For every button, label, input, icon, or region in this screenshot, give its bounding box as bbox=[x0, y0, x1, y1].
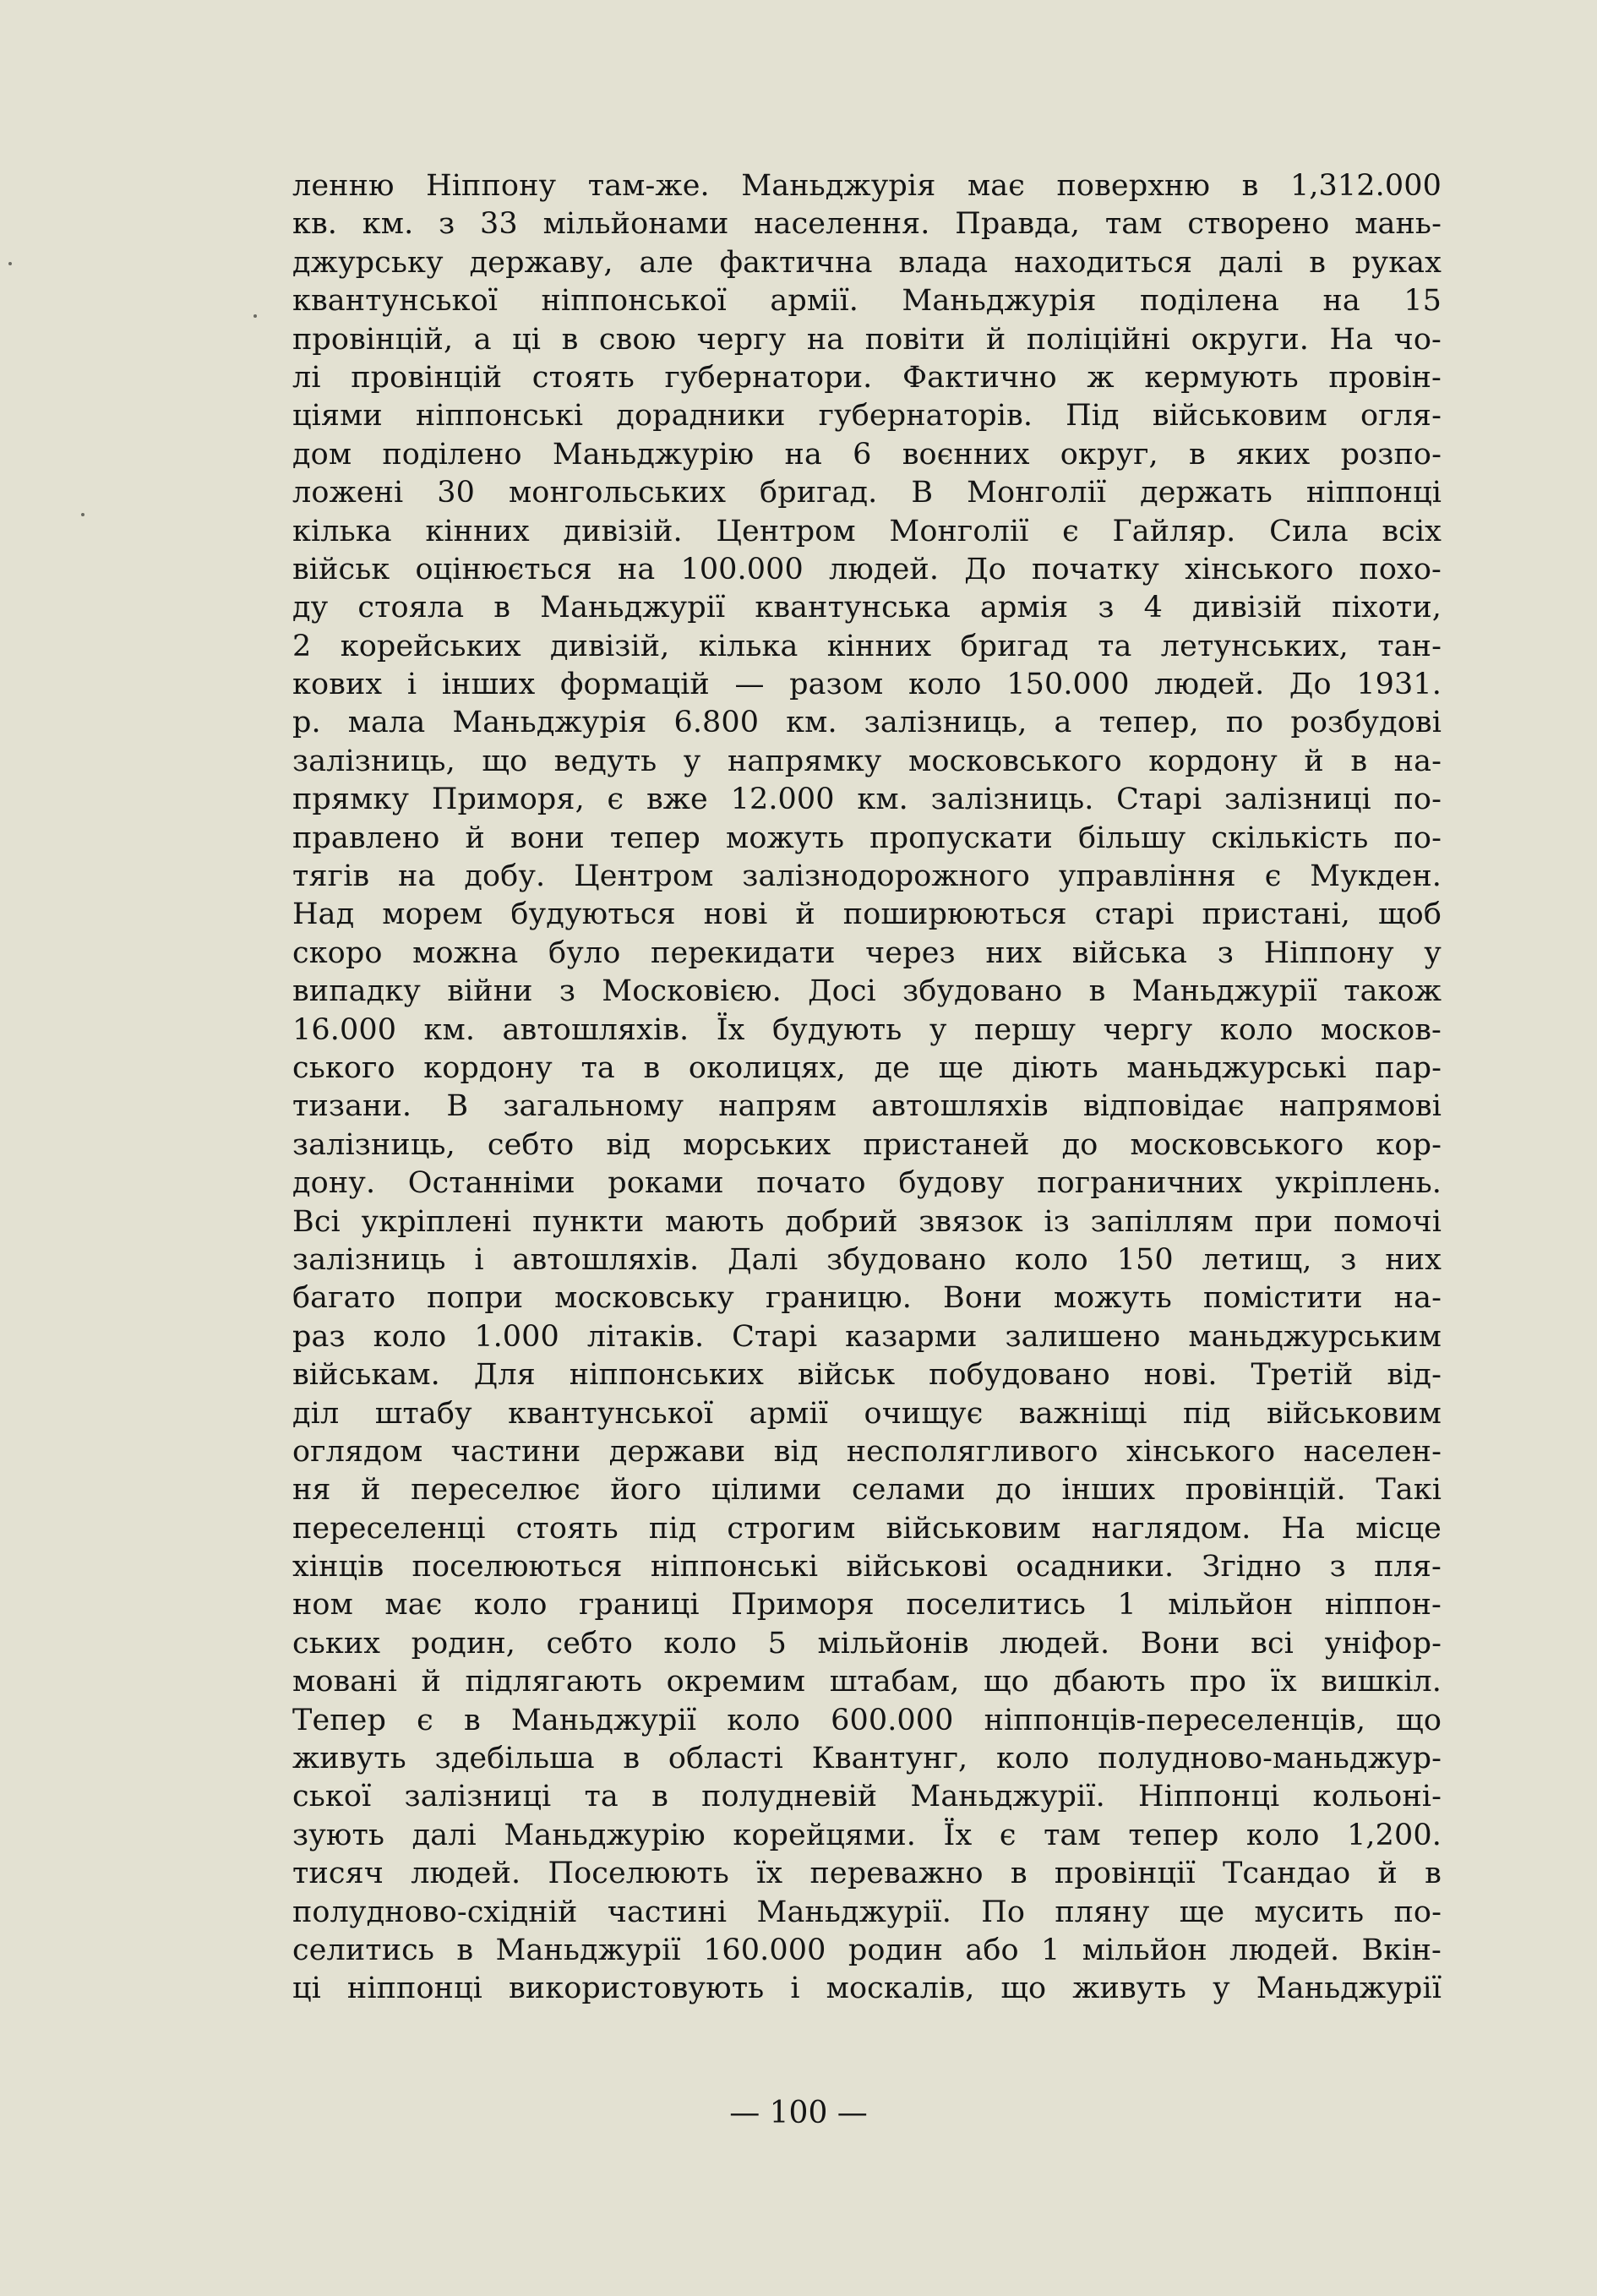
text-line: оглядом частини держави від несполягливого хінського населен- bbox=[292, 1434, 1442, 1469]
text-line: хінців поселюються ніппонські військові осадники. Згідно з пля- bbox=[292, 1550, 1442, 1584]
text-line: залізниць, що ведуть у напрямку московського кордону й в на- bbox=[292, 744, 1442, 778]
text-line: зують далі Маньджурію корейцями. Їх є там тепер коло 1,200. bbox=[292, 1818, 1442, 1852]
text-line: Над морем будуються нові й поширюються старі пристані, щоб bbox=[292, 897, 1442, 932]
text-line: дону. Останніми роками почато будову пограничних укріплень. bbox=[292, 1166, 1442, 1201]
text-line: кових і інших формацій — разом коло 150.000 людей. До 1931. bbox=[292, 668, 1442, 702]
text-line: ложені 30 монгольських бригад. В Монголії держать ніппонці bbox=[292, 476, 1442, 510]
scan-speck bbox=[8, 262, 12, 265]
text-line: ня й переселює його цілими селами до інших провінцій. Такі bbox=[292, 1473, 1442, 1508]
text-line: раз коло 1.000 літаків. Старі казарми залишено маньджурським bbox=[292, 1319, 1442, 1354]
text-line: мовані й підлягають окремим штабам, що дбають про їх вишкіл. bbox=[292, 1665, 1442, 1699]
scan-speck bbox=[253, 314, 257, 318]
text-line: залізниць і автошляхів. Далі збудовано коло 150 летищ, з них bbox=[292, 1242, 1442, 1277]
text-line: правлено й вони тепер можуть пропускати більшу скількість по- bbox=[292, 821, 1442, 855]
text-line: 2 корейських дивізій, кілька кінних бригад та летунських, тан- bbox=[292, 629, 1442, 663]
text-line: випадку війни з Московією. Досі збудовано в Маньджурії також bbox=[292, 974, 1442, 1009]
text-line: ського кордону та в околицях, де ще діють маньджурські пар- bbox=[292, 1050, 1442, 1085]
text-line: діл штабу квантунської армії очищує важніщі під військовим bbox=[292, 1396, 1442, 1431]
text-line: тисяч людей. Поселюють їх переважно в провінції Тсандао й в bbox=[292, 1857, 1442, 1891]
text-line: скоро можна було перекидати через них війська з Ніппону у bbox=[292, 935, 1442, 970]
text-line: військ оцінюється на 100.000 людей. До початку хінського похо- bbox=[292, 552, 1442, 586]
text-line: ленню Ніппону там-же. Маньджурія має поверхню в 1,312.000 bbox=[292, 169, 1442, 203]
text-line: живуть здебільша в області Квантунг, коло полудново-маньджур- bbox=[292, 1742, 1442, 1776]
text-line: квантунської ніппонської армії. Маньджурія поділена на 15 bbox=[292, 284, 1442, 319]
text-line: ці ніппонці використовують і москалів, що живуть у Маньджурії bbox=[292, 1972, 1442, 2006]
text-line: тягів на добу. Центром залізнодорожного управління є Мукден. bbox=[292, 859, 1442, 894]
text-line: тизани. В загальному напрям автошляхів відповідає напрямові bbox=[292, 1089, 1442, 1124]
body-text bbox=[292, 167, 1442, 2009]
text-line: військам. Для ніппонських військ побудовано нові. Третій від- bbox=[292, 1358, 1442, 1393]
text-line: провінцій, а ці в свою чергу на повіти й поліційні округи. На чо- bbox=[292, 322, 1442, 357]
text-line: полудново-східній частині Маньджурії. По пляну ще мусить по- bbox=[292, 1895, 1442, 1929]
text-line: джурську державу, але фактична влада находиться далі в руках bbox=[292, 245, 1442, 280]
text-line: кілька кінних дивізій. Центром Монголії є Гайляр. Сила всіх bbox=[292, 514, 1442, 548]
text-line: ном має коло границі Приморя поселитись 1 мільйон ніппон- bbox=[292, 1588, 1442, 1622]
text-line: дом поділено Маньджурію на 6 воєнних округ, в яких розпо- bbox=[292, 437, 1442, 472]
text-line: селитись в Маньджурії 160.000 родин або 1 мільйон людей. Вкін- bbox=[292, 1933, 1442, 1967]
page-number: — 100 — bbox=[729, 2096, 868, 2130]
text-line: багато попри московську границю. Вони можуть помістити на- bbox=[292, 1281, 1442, 1316]
text-line: ської залізниці та в полудневій Маньджурії. Ніппонці кольоні- bbox=[292, 1780, 1442, 1814]
text-line: Тепер є в Маньджурії коло 600.000 ніппонців-переселенців, що bbox=[292, 1703, 1442, 1737]
text-line: Всі укріплені пункти мають добрий звязок із запіллям при помочі bbox=[292, 1204, 1442, 1239]
text-line: кв. км. з 33 мільйонами населення. Правда, там створено мань- bbox=[292, 207, 1442, 242]
text-line: прямку Приморя, є вже 12.000 км. залізниць. Старі залізниці по- bbox=[292, 783, 1442, 817]
text-line: р. мала Маньджурія 6.800 км. залізниць, а тепер, по розбудові bbox=[292, 706, 1442, 740]
text-line: ду стояла в Маньджурії квантунська армія з 4 дивізій піхоти, bbox=[292, 591, 1442, 625]
text-line: переселенці стоять під строгим військовим наглядом. На місце bbox=[292, 1511, 1442, 1546]
text-line: ських родин, себто коло 5 мільйонів людей. Вони всі уніфор- bbox=[292, 1626, 1442, 1661]
text-line: 16.000 км. автошляхів. Їх будують у першу чергу коло москов- bbox=[292, 1012, 1442, 1047]
text-line: залізниць, себто від морських пристаней до московського кор- bbox=[292, 1127, 1442, 1162]
text-line: лі провінцій стоять губернатори. Фактично ж кермують провін- bbox=[292, 360, 1442, 395]
scan-speck bbox=[81, 513, 84, 516]
text-line: ціями ніппонські дорадники губернаторів. Під військовим огля- bbox=[292, 399, 1442, 434]
